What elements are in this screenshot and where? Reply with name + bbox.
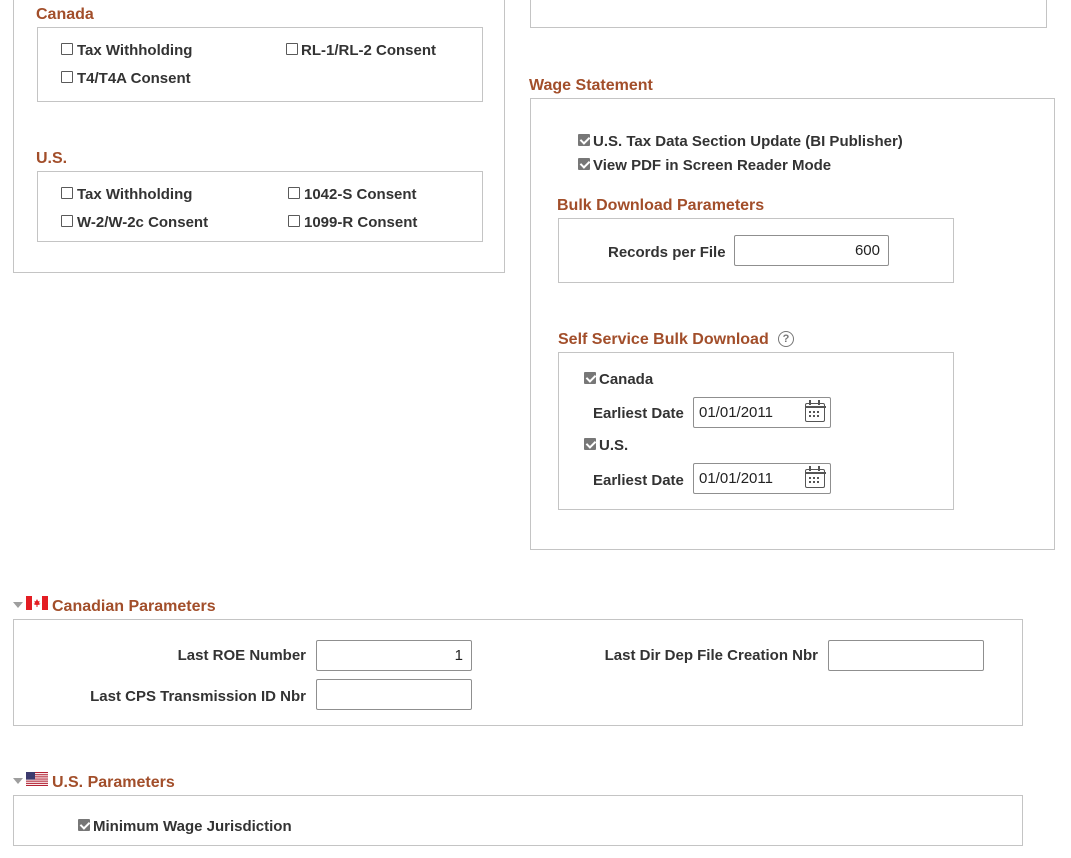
tax-data-update-checkbox[interactable] (578, 134, 590, 146)
last-dir-dep-input[interactable] (828, 640, 984, 671)
rl1-rl2-consent-checkbox[interactable] (286, 43, 298, 55)
us-calendar-icon[interactable] (805, 469, 825, 488)
canada-tax-withholding-label: Tax Withholding (77, 42, 193, 59)
bulk-download-title: Bulk Download Parameters (557, 197, 765, 214)
us-group-title: U.S. (36, 150, 68, 167)
ss-us-checkbox[interactable] (584, 438, 596, 450)
1099r-consent-label: 1099-R Consent (304, 214, 418, 231)
t4-t4a-consent-checkbox[interactable] (61, 71, 73, 83)
right-top-panel (530, 0, 1047, 28)
rl1-rl2-consent-label: RL-1/RL-2 Consent (301, 42, 436, 59)
last-cps-transmission-label: Last CPS Transmission ID Nbr (90, 688, 306, 705)
1042s-consent-label: 1042-S Consent (304, 186, 417, 203)
min-wage-jurisdiction-label: Minimum Wage Jurisdiction (93, 818, 292, 835)
canada-flag-icon (26, 596, 48, 610)
canada-group-title: Canada (36, 6, 94, 23)
us-params-title[interactable]: U.S. Parameters (52, 774, 175, 791)
us-tax-withholding-label: Tax Withholding (77, 186, 193, 203)
us-flag-icon (26, 772, 48, 786)
w2-w2c-consent-label: W-2/W-2c Consent (77, 214, 209, 231)
screen-reader-mode-label: View PDF in Screen Reader Mode (593, 157, 832, 174)
us-earliest-date-input[interactable]: 01/01/2011 (693, 463, 831, 494)
ss-canada-label: Canada (599, 371, 654, 388)
records-per-file-label: Records per File (608, 244, 726, 261)
wage-statement-title: Wage Statement (529, 77, 653, 94)
tax-data-update-label: U.S. Tax Data Section Update (BI Publisher) (593, 133, 903, 150)
canadian-params-collapse-icon[interactable] (13, 602, 23, 608)
ss-us-label: U.S. (599, 437, 629, 454)
us-earliest-date-label: Earliest Date (593, 472, 684, 489)
screen-reader-mode-checkbox[interactable] (578, 158, 590, 170)
canada-calendar-icon[interactable] (805, 403, 825, 422)
canadian-params-panel (13, 619, 1023, 726)
ss-canada-checkbox[interactable] (584, 372, 596, 384)
canada-earliest-date-input[interactable]: 01/01/2011 (693, 397, 831, 428)
w2-w2c-consent-checkbox[interactable] (61, 215, 73, 227)
canada-earliest-date-label: Earliest Date (593, 405, 684, 422)
min-wage-jurisdiction-checkbox[interactable] (78, 819, 90, 831)
self-service-title: Self Service Bulk Download (558, 331, 769, 348)
last-dir-dep-label: Last Dir Dep File Creation Nbr (604, 647, 818, 664)
1099r-consent-checkbox[interactable] (288, 215, 300, 227)
canada-tax-withholding-checkbox[interactable] (61, 43, 73, 55)
last-roe-number-label: Last ROE Number (177, 647, 306, 664)
t4-t4a-consent-label: T4/T4A Consent (77, 70, 191, 87)
canadian-params-title[interactable]: Canadian Parameters (52, 598, 216, 615)
us-group-box (37, 171, 483, 242)
records-per-file-input[interactable]: 600 (734, 235, 889, 266)
us-params-collapse-icon[interactable] (13, 778, 23, 784)
1042s-consent-checkbox[interactable] (288, 187, 300, 199)
last-cps-transmission-input[interactable] (316, 679, 472, 710)
canada-group-box (37, 27, 483, 102)
last-roe-number-input[interactable]: 1 (316, 640, 472, 671)
help-icon[interactable]: ? (778, 331, 794, 347)
us-tax-withholding-checkbox[interactable] (61, 187, 73, 199)
